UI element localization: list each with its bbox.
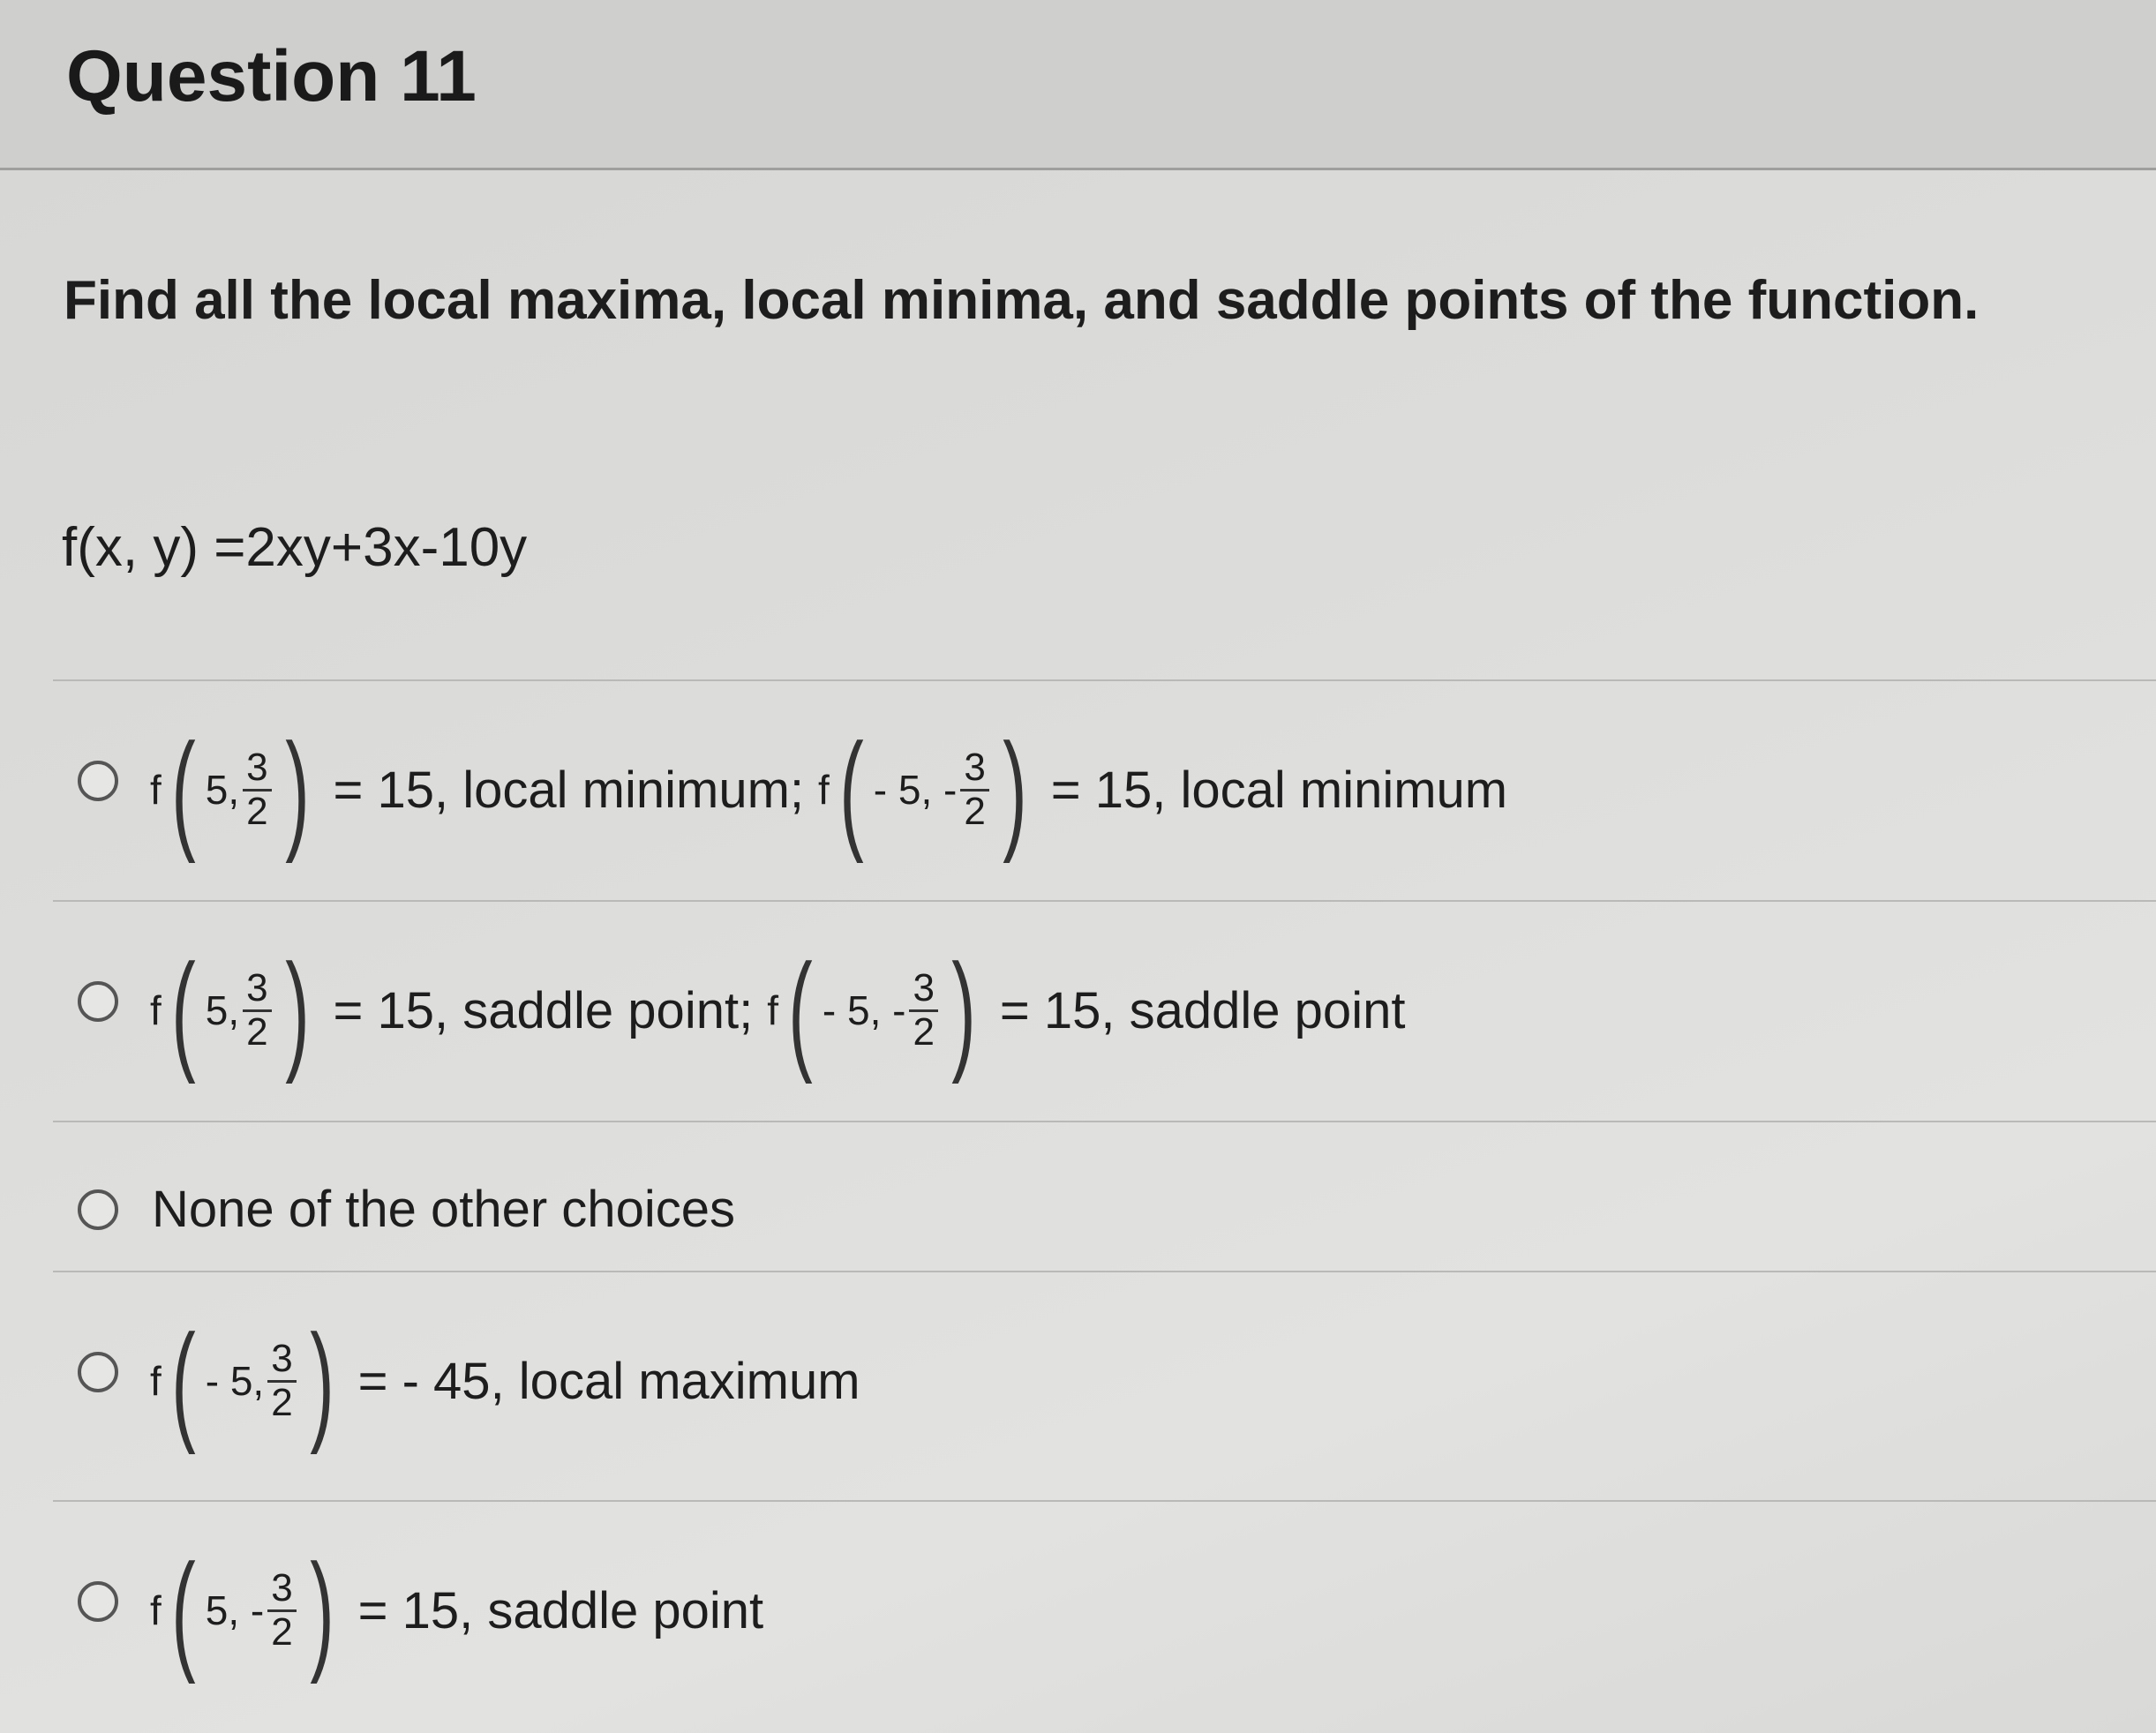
function-symbol: f [150, 1587, 162, 1633]
math-args: 5, [205, 987, 240, 1033]
left-paren: ( [839, 716, 864, 864]
question-prompt: Find all the local maxima, local minima, and saddle points of the function. [64, 270, 1979, 331]
fraction-denominator: 2 [246, 1009, 268, 1054]
option-label: None of the other choices [152, 1180, 735, 1238]
right-paren: ) [284, 716, 310, 864]
divider [53, 900, 2156, 902]
fraction-numerator: 3 [243, 747, 271, 791]
divider [53, 1271, 2156, 1272]
math-expression [767, 936, 986, 1084]
math-args: - 5, - [822, 987, 906, 1033]
divider [53, 1500, 2156, 1502]
fraction [909, 968, 937, 1052]
math-expression [150, 1536, 344, 1684]
function-symbol: f [150, 987, 162, 1033]
fraction [243, 747, 271, 831]
function-symbol: f [150, 767, 162, 813]
radio-button[interactable] [78, 1189, 118, 1230]
math-expression [818, 716, 1037, 864]
fraction-denominator: 2 [271, 1380, 293, 1424]
math-expression [150, 936, 319, 1084]
left-paren: ( [788, 936, 813, 1084]
math-args: - 5, [205, 1358, 265, 1404]
fraction-denominator: 2 [246, 789, 268, 833]
fraction [243, 968, 271, 1052]
fraction [960, 747, 988, 831]
fraction [267, 1568, 296, 1652]
fraction-denominator: 2 [271, 1609, 293, 1654]
radio-button[interactable] [78, 1581, 118, 1622]
option-text: = 15, local minimum; [333, 761, 805, 819]
answer-option-3[interactable] [0, 1138, 2156, 1279]
radio-button[interactable] [78, 981, 118, 1022]
fraction-numerator: 3 [243, 968, 271, 1011]
option-text: = 15, saddle point [999, 981, 1406, 1039]
fraction-denominator: 2 [964, 789, 986, 833]
right-paren: ) [1003, 716, 1027, 864]
left-paren: ( [171, 1307, 196, 1455]
math-args: - 5, - [873, 767, 958, 813]
function-symbol: f [818, 767, 830, 813]
left-paren: ( [171, 936, 196, 1084]
fraction-numerator: 3 [909, 968, 937, 1011]
radio-button[interactable] [78, 761, 118, 801]
divider [53, 1121, 2156, 1122]
option-label [150, 1535, 778, 1685]
function-symbol: f [150, 1358, 162, 1404]
option-text: = 15, saddle point [357, 1581, 764, 1639]
left-paren: ( [171, 1536, 196, 1684]
option-label [150, 935, 1419, 1085]
right-paren: ) [951, 936, 976, 1084]
divider [53, 679, 2156, 681]
function-symbol: f [767, 987, 778, 1033]
option-label [150, 715, 1521, 865]
function-expression: f(x, y) =2xy+3x-10y [62, 517, 528, 578]
math-args: 5, - [205, 1587, 265, 1633]
answer-option-1[interactable] [0, 706, 2156, 882]
right-paren: ) [309, 1536, 334, 1684]
option-text: = - 45, local maximum [357, 1352, 860, 1410]
math-expression [150, 716, 319, 864]
option-text: = 15, saddle point; [333, 981, 754, 1039]
fraction-numerator: 3 [960, 747, 988, 791]
right-paren: ) [284, 936, 310, 1084]
fraction-numerator: 3 [267, 1339, 296, 1382]
answer-option-4[interactable] [0, 1288, 2156, 1482]
option-label [150, 1306, 875, 1456]
fraction [267, 1339, 296, 1422]
radio-button[interactable] [78, 1352, 118, 1392]
question-header [0, 0, 2156, 170]
fraction-numerator: 3 [267, 1568, 296, 1611]
answer-option-2[interactable] [0, 927, 2156, 1103]
math-args: 5, [205, 767, 240, 813]
left-paren: ( [171, 716, 196, 864]
answer-option-5[interactable] [0, 1518, 2156, 1712]
option-text: = 15, local minimum [1050, 761, 1508, 819]
question-title: Question 11 [66, 36, 477, 116]
fraction-denominator: 2 [913, 1009, 935, 1054]
math-expression [150, 1307, 344, 1455]
right-paren: ) [309, 1307, 334, 1455]
